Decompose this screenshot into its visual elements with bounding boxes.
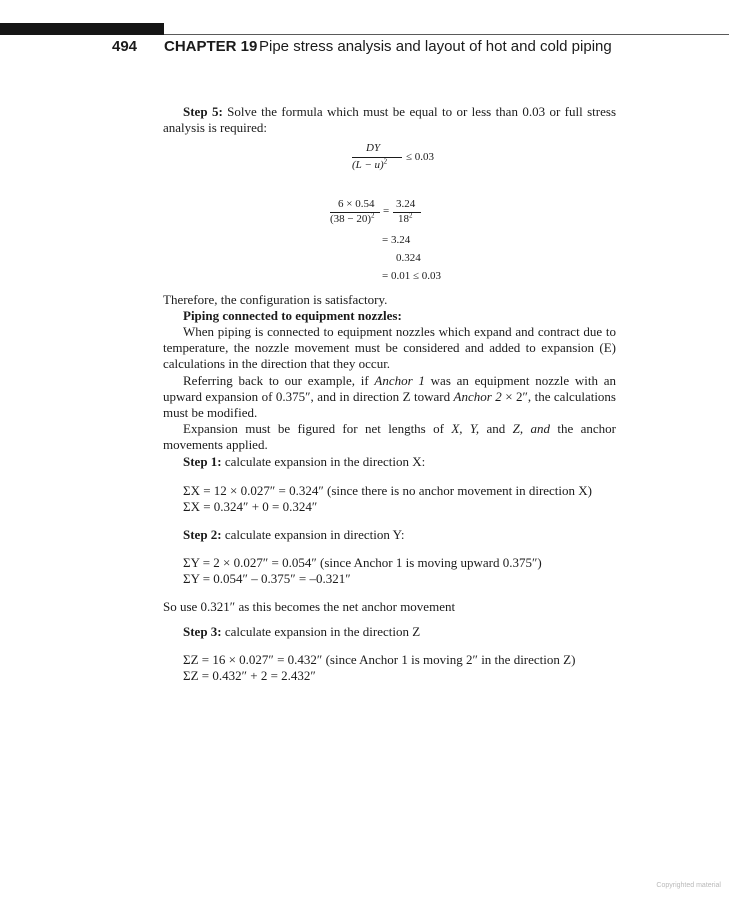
step5-paragraph (163, 104, 616, 136)
paragraph-example: Referring back to our example, if Anchor 1 was an equipment nozzle with an upward expansion of 0.375″, and in direction Z toward Anchor 2 × 2″, the calculations must be modified. (163, 373, 617, 421)
step1-equation-1: ΣX = 12 × 0.027″ = 0.324″ (since there is no anchor movement in direction X) (183, 483, 592, 498)
header-rule (164, 34, 729, 35)
step2-equation-1: ΣY = 2 × 0.027″ = 0.054″ (since Anchor 1 is moving upward 0.375″) (183, 555, 542, 570)
step3-heading: Step 3: calculate expansion in the direction Z (183, 624, 421, 639)
net-movement-note: So use 0.321″ as this becomes the net anchor movement (163, 599, 456, 614)
step1-equation-2: ΣX = 0.324″ + 0 = 0.324″ (183, 499, 318, 514)
formula-sub-num-right: 3.24 (396, 198, 416, 210)
formula-sub-line3: 0.324 (396, 252, 421, 264)
anchor1-ref: Anchor 1 (374, 373, 425, 388)
step5-label: Step 5: (183, 104, 223, 119)
chapter-title: Pipe stress analysis and layout of hot and cold piping (259, 38, 612, 55)
formula-sub-line2: = 3.24 (382, 234, 411, 246)
formula-ratio-numerator: DY (366, 142, 381, 154)
formula-sub-line4: = 0.01 ≤ 0.03 (382, 270, 441, 282)
step1-heading: Step 1: calculate expansion in the direction X: (183, 454, 426, 469)
formula-ratio-relation: ≤ 0.03 (406, 151, 435, 163)
formula-sub-equals: = (383, 205, 390, 217)
formula-sub-den-left: $(38 - 20)^2$ (330, 211, 375, 225)
formula-sub-num-left: 6 × 0.54 (338, 198, 375, 210)
step3-equation-2: ΣZ = 0.432″ + 2 = 2.432″ (183, 668, 316, 683)
formula-substitution (330, 198, 490, 288)
step3-equation-1: ΣZ = 16 × 0.027″ = 0.432″ (since Anchor 1 is moving 2″ in the direction Z) (183, 652, 576, 667)
step2-heading: Step 2: calculate expansion in direction Y: (183, 527, 405, 542)
step5-text: Solve the formula which must be equal to or less than 0.03 or full stress analysis is required: (163, 104, 617, 136)
anchor2-ref: Anchor 2 (453, 389, 502, 405)
paragraph-net-lengths: Expansion must be figured for net lengths of X, Y, and Z, and the anchor movements applied. (163, 421, 616, 453)
conclusion: Therefore, the configuration is satisfactory. (163, 292, 388, 307)
subheading: Piping connected to equipment nozzles: (183, 308, 402, 323)
formula-ratio-bar (352, 157, 402, 158)
paragraph-nozzles: When piping is connected to equipment nozzles which expand and contract due to temperature, the nozzle movement must be considered and added to expansion (E) calculations in the direction that they occur. (163, 324, 616, 372)
page-number: 494 (112, 38, 138, 55)
formula-ratio-denominator: $(L - u)^2$ (352, 157, 388, 171)
formula-sub-den-right: $18^2$ (398, 211, 413, 225)
header-bar (0, 23, 164, 35)
chapter-label: CHAPTER 19 (164, 38, 258, 55)
step2-equation-2: ΣY = 0.054″ – 0.375″ = –0.321″ (183, 571, 351, 586)
copyright-watermark: Copyrighted material (656, 882, 721, 889)
